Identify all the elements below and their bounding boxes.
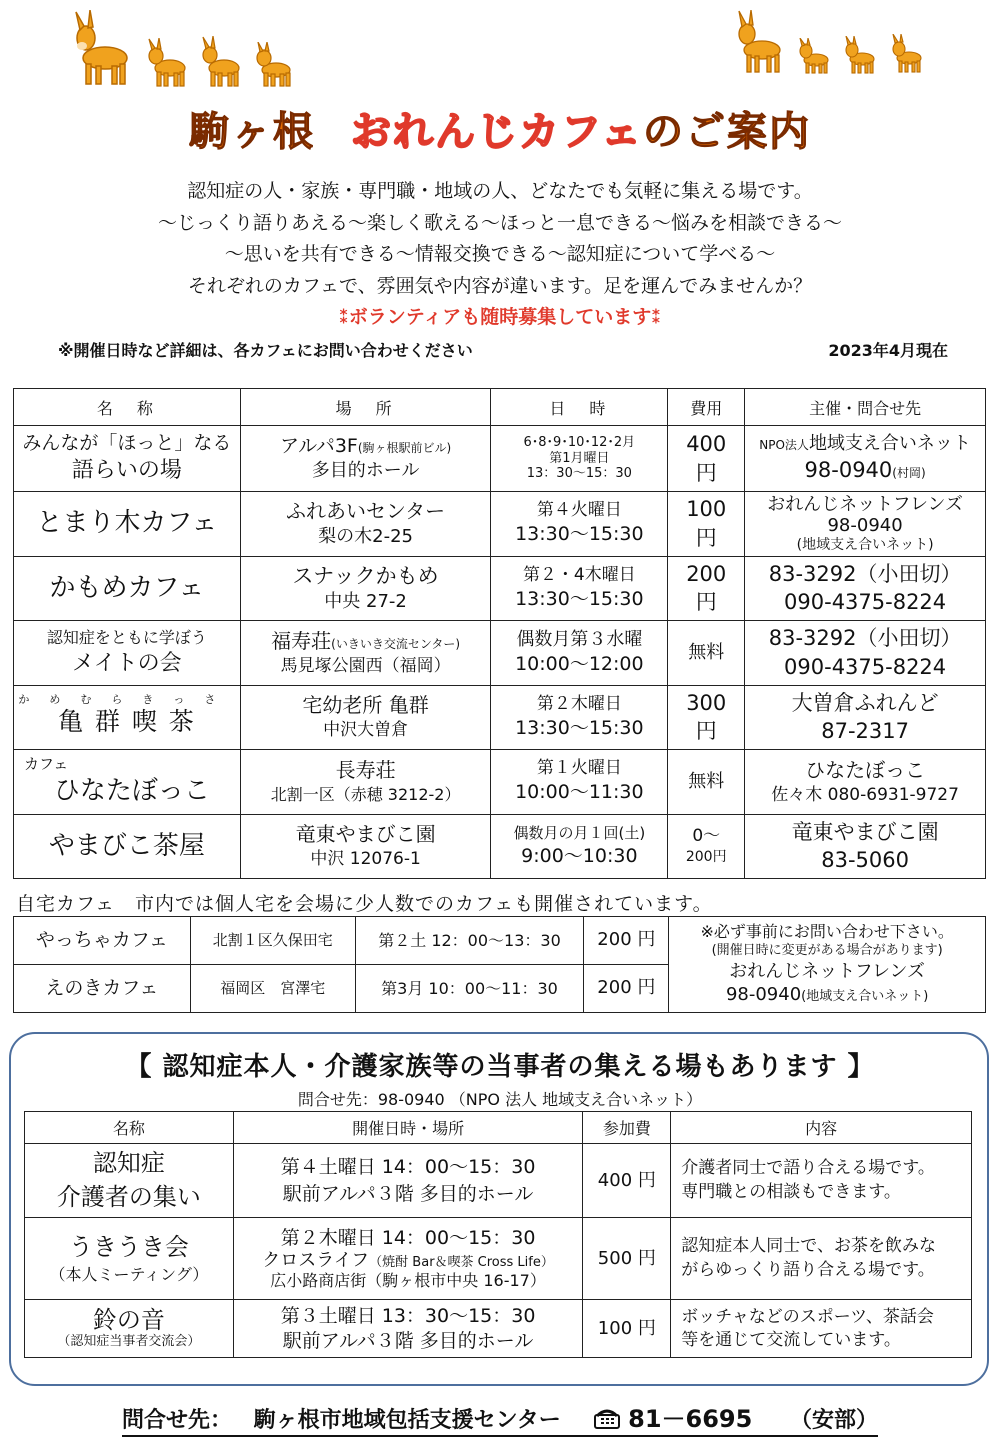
table-row bbox=[14, 556, 986, 621]
donkey-group-right bbox=[735, 10, 925, 74]
intro-line: 認知症の人・家族・専門職・地域の人、どなたでも気軽に集える場です。 bbox=[187, 180, 813, 202]
table-row bbox=[25, 1218, 972, 1300]
cafe-place bbox=[240, 685, 491, 750]
cafe-contact-line: ひなたぼっこ bbox=[805, 757, 926, 782]
cafe-time-line: 第２・4木曜日 bbox=[522, 564, 636, 585]
cafe-time-line: 9:00～10:30 bbox=[521, 844, 638, 867]
home-cafe-contact bbox=[669, 917, 986, 1013]
cafe-place-line: 宅幼老所 亀群 bbox=[302, 693, 429, 718]
cafe-place-main: 福寿荘 bbox=[271, 628, 332, 653]
group-fee: 500 円 bbox=[583, 1218, 671, 1300]
cafe-time bbox=[491, 556, 668, 621]
home-cafe-name: やっちゃカフェ bbox=[14, 917, 191, 965]
table-row bbox=[25, 1300, 972, 1358]
group-description-line: 介護者同士で語り合える場です。 bbox=[681, 1157, 935, 1178]
home-cafe-fee: 200 円 bbox=[584, 965, 669, 1013]
cafe-fee bbox=[668, 556, 745, 621]
cafe-place-sub: (駒ヶ根駅前ビル) bbox=[357, 440, 452, 455]
footer-org: 駒ヶ根市地域包括支援センター bbox=[253, 1408, 561, 1433]
group-schedule bbox=[233, 1144, 583, 1218]
group-description-line: 認知症本人同士で、お茶を飲みな bbox=[681, 1235, 936, 1256]
donkey-icon bbox=[72, 10, 134, 88]
cafe-contact bbox=[745, 750, 986, 815]
group-description bbox=[671, 1144, 972, 1218]
cafe-place-line bbox=[241, 434, 491, 460]
group-name-line: 介護者の集い bbox=[56, 1182, 201, 1211]
cafe-place bbox=[240, 750, 491, 815]
footer-line bbox=[121, 1405, 879, 1437]
group-schedule bbox=[233, 1300, 583, 1358]
cafe-time-line: 10:00～12:00 bbox=[515, 653, 644, 676]
cafe-place-line: 中央 27-2 bbox=[324, 591, 407, 613]
title-cafe: おれんじカフェ bbox=[351, 109, 643, 155]
contact-line: (開催日時に変更がある場合があります) bbox=[711, 943, 943, 959]
cafe-place bbox=[240, 426, 491, 492]
cafe-time-line: 13:30～15:30 bbox=[515, 523, 644, 546]
cafe-place bbox=[240, 556, 491, 621]
donkey-icon bbox=[254, 42, 294, 88]
group-schedule-line: 第２木曜日 14：00～15：30 bbox=[280, 1226, 536, 1249]
cafe-contact bbox=[745, 426, 986, 492]
group-description bbox=[671, 1300, 972, 1358]
cafe-fee bbox=[668, 426, 745, 492]
cafe-time-line: 第２木曜日 bbox=[536, 693, 622, 714]
cafe-time-line: 第１火曜日 bbox=[536, 758, 622, 779]
cafe-fee: 無料 bbox=[668, 750, 745, 815]
cafe-place-line: 竜東やまびこ園 bbox=[295, 822, 436, 847]
table-row bbox=[14, 750, 986, 815]
group-schedule-line: 第３土曜日 13：30～15：30 bbox=[280, 1304, 536, 1327]
home-cafe-time: 第２土 12：00～13：30 bbox=[355, 917, 584, 965]
group-schedule-line: 広小路商店街（駒ヶ根市中央 16-17） bbox=[270, 1271, 546, 1291]
group-schedule-line: 駅前アルパ３階 多目的ホール bbox=[282, 1329, 534, 1352]
cafe-place-line: 中沢 12076-1 bbox=[310, 849, 421, 870]
intro-line: それぞれのカフェで、雰囲気や内容が違います。足を運んでみませんか？ bbox=[187, 274, 813, 297]
volunteer-notice: ⁑ボランティアも随時募集しています⁑ bbox=[338, 306, 662, 328]
intro-line: ～じっくり語りあえる～楽しく歌える～ほっと一息できる～悩みを相談できる～ bbox=[157, 211, 842, 234]
column-header: 場 所 bbox=[240, 389, 491, 426]
group-venue-sub: （焼酎 Bar＆喫茶 Cross Life） bbox=[369, 1254, 554, 1270]
cafe-time-line: 10:00～11:30 bbox=[515, 781, 644, 804]
cafe-fee-line: 0～ bbox=[692, 826, 721, 847]
note-line bbox=[58, 338, 948, 361]
cafe-time bbox=[491, 814, 668, 879]
cafe-place bbox=[240, 814, 491, 879]
cafe-name-line: ひなたぼっこ bbox=[53, 776, 210, 807]
table-header-row bbox=[25, 1112, 972, 1144]
cafe-fee-line: 200 bbox=[686, 561, 727, 586]
cafe-time-line: 偶数月第３水曜 bbox=[516, 628, 643, 650]
cafe-place bbox=[240, 621, 491, 686]
cafe-place-line bbox=[241, 628, 491, 655]
cafe-contact-line: おれんじネットフレンズ bbox=[767, 493, 963, 515]
cafe-contact-line: 87-2317 bbox=[821, 719, 909, 744]
column-header: 開催日時・場所 bbox=[233, 1112, 583, 1144]
cafe-place-line: 多目的ホール bbox=[311, 460, 420, 482]
home-cafe-fee: 200 円 bbox=[584, 917, 669, 965]
donkey-icon bbox=[843, 36, 877, 74]
table-row bbox=[14, 685, 986, 750]
group-venue: クロスライフ bbox=[262, 1249, 370, 1271]
group-name-line: 認知症 bbox=[92, 1148, 165, 1177]
cafe-name bbox=[14, 750, 241, 815]
cafe-time-line: 13：30～15：30 bbox=[526, 466, 632, 482]
donkey-group-left bbox=[72, 10, 294, 88]
cafe-name bbox=[14, 621, 241, 686]
cafe-contact bbox=[745, 492, 986, 557]
table-header-row bbox=[14, 389, 986, 426]
column-header: 名 称 bbox=[14, 389, 241, 426]
table-row bbox=[14, 426, 986, 492]
contact-line bbox=[669, 983, 985, 1006]
cafe-place-main: アルパ3F bbox=[279, 434, 358, 457]
cafe-contact-line: 090-4375-8224 bbox=[784, 654, 947, 679]
cafe-name-line: 認知症をともに学ぼう bbox=[46, 628, 207, 648]
contact-phone: 98-0940 bbox=[725, 984, 802, 1006]
column-header: 日 時 bbox=[491, 389, 668, 426]
peer-group-title: 【 認知症本人・介護家族等の当事者の集える場もあります 】 bbox=[125, 1052, 875, 1082]
home-cafe-name: えのきカフェ bbox=[14, 965, 191, 1013]
cafe-time bbox=[491, 621, 668, 686]
peer-group-contact: 問合せ先：98-0940 （NPO 法人 地域支え合いネット） bbox=[297, 1090, 703, 1109]
group-name bbox=[25, 1218, 234, 1300]
table-row bbox=[14, 814, 986, 879]
cafe-fee-line: 200円 bbox=[685, 849, 727, 866]
group-fee: 400 円 bbox=[583, 1144, 671, 1218]
group-schedule-line bbox=[234, 1250, 583, 1272]
column-header: 主催・問合せ先 bbox=[745, 389, 986, 426]
table-row bbox=[14, 492, 986, 557]
cafe-contact-line: 竜東やまびこ園 bbox=[791, 819, 939, 844]
group-schedule-line: 第４土曜日 14：00～15：30 bbox=[280, 1155, 536, 1178]
cafe-time-line: 13:30～15:30 bbox=[515, 716, 644, 739]
cafe-contact bbox=[745, 814, 986, 879]
cafe-fee-line: 400 bbox=[686, 432, 727, 457]
column-header: 費用 bbox=[668, 389, 745, 426]
donkey-icon bbox=[889, 34, 925, 74]
contact-phone: 98-0940 bbox=[804, 458, 893, 483]
cafe-name: やまびこ茶屋 bbox=[14, 814, 241, 879]
cafe-name: とまり木カフェ bbox=[14, 492, 241, 557]
cafe-fee-line: 300 bbox=[686, 690, 727, 715]
cafe-time bbox=[491, 426, 668, 492]
intro-line: ～思いを共有できる～情報交換できる～認知症について学べる～ bbox=[224, 243, 776, 265]
peer-group-table bbox=[24, 1111, 972, 1358]
cafe-name-ruby: かめむらきっさ bbox=[18, 692, 236, 706]
contact-person: (村岡) bbox=[892, 466, 926, 481]
intro-text bbox=[0, 176, 1000, 334]
cafe-name-line: みんなが「ほっと」なる bbox=[22, 431, 232, 454]
contact-org: 地域支え合いネット bbox=[808, 433, 971, 455]
cafe-place-line: 馬見塚公園西（福岡） bbox=[280, 655, 451, 676]
cafe-place-sub: (いきいき交流センター) bbox=[331, 636, 461, 651]
cafe-fee-line: 円 bbox=[695, 590, 717, 615]
group-description-line: 等を通じて交流しています。 bbox=[681, 1329, 901, 1350]
inquiry-note: ※開催日時など詳細は、各カフェにお問い合わせください bbox=[58, 341, 473, 360]
cafe-contact-line: 83-3292（小田切） bbox=[768, 561, 962, 586]
cafe-contact-line: 大曽倉ふれんど bbox=[791, 690, 939, 715]
cafe-fee bbox=[668, 685, 745, 750]
home-cafe-table bbox=[13, 916, 986, 1013]
cafe-time-line: 第1月曜日 bbox=[549, 450, 610, 466]
footer-contact bbox=[0, 1399, 1000, 1434]
title-city: 駒ヶ根 bbox=[189, 109, 315, 155]
cafe-name-line: カフェ bbox=[24, 755, 69, 774]
group-fee: 100 円 bbox=[583, 1300, 671, 1358]
donkey-icon bbox=[735, 10, 785, 74]
donkey-icon bbox=[797, 38, 831, 74]
cafe-contact bbox=[745, 621, 986, 686]
cafe-fee bbox=[668, 814, 745, 879]
cafe-contact-line: 83-5060 bbox=[821, 848, 909, 873]
as-of-date: 2023年4月現在 bbox=[828, 341, 948, 360]
home-cafe-time: 第3月 10：00～11：30 bbox=[355, 965, 584, 1013]
column-header: 参加費 bbox=[583, 1112, 671, 1144]
donkey-icon bbox=[200, 36, 242, 88]
cafe-place bbox=[240, 492, 491, 557]
group-description-line: 専門職との相談もできます。 bbox=[681, 1181, 901, 1202]
phone-icon bbox=[594, 1409, 620, 1429]
group-name-line: （本人ミーティング） bbox=[49, 1265, 209, 1285]
cafe-fee-line: 円 bbox=[695, 460, 717, 485]
cafe-place-line: 北割一区（赤穂 3212-2） bbox=[270, 785, 461, 805]
cafe-table bbox=[13, 388, 986, 879]
group-schedule bbox=[233, 1218, 583, 1300]
cafe-time-line: 13:30～15:30 bbox=[515, 587, 644, 610]
cafe-place-line: スナックかもめ bbox=[292, 563, 439, 588]
group-name-line: 鈴の音 bbox=[92, 1306, 165, 1335]
cafe-name-line: メイトの会 bbox=[72, 650, 182, 676]
cafe-time bbox=[491, 750, 668, 815]
contact-org-type: NPO法人 bbox=[759, 438, 809, 453]
cafe-fee-line: 円 bbox=[695, 525, 717, 550]
contact-line: ※必ず事前にお問い合わせ下さい。 bbox=[700, 922, 954, 942]
home-cafe-caption: 自宅カフェ 市内では個人宅を会場に少人数でのカフェも開催されています。 bbox=[16, 893, 713, 915]
column-header: 内容 bbox=[671, 1112, 972, 1144]
group-description-line: がらゆっくり語り合える場です。 bbox=[681, 1259, 935, 1280]
title-guide: のご案内 bbox=[643, 109, 811, 155]
home-cafe-place: 福岡区 宮澤宅 bbox=[190, 965, 355, 1013]
cafe-contact-line: 98-0940 bbox=[827, 515, 903, 537]
cafe-place-line: 中沢大曽倉 bbox=[323, 720, 409, 741]
table-row bbox=[14, 621, 986, 686]
cafe-time-line: 偶数月の月１回(土) bbox=[513, 824, 646, 843]
footer-phone: 81－6695 bbox=[628, 1405, 753, 1433]
cafe-time bbox=[491, 685, 668, 750]
cafe-contact-line bbox=[745, 432, 985, 456]
cafe-time-line: 第４火曜日 bbox=[536, 500, 622, 521]
contact-line: おれんじネットフレンズ bbox=[729, 960, 926, 982]
cafe-place-line: ふれあいセンター bbox=[285, 499, 446, 524]
group-name-line: うきうき会 bbox=[68, 1232, 189, 1261]
cafe-fee-line: 100 bbox=[686, 497, 727, 522]
group-name bbox=[25, 1300, 234, 1358]
cafe-place-line: 長寿荘 bbox=[335, 758, 396, 783]
column-header: 名称 bbox=[25, 1112, 234, 1144]
group-description bbox=[671, 1218, 972, 1300]
page-title bbox=[0, 100, 1000, 157]
cafe-name bbox=[14, 426, 241, 492]
cafe-time-line: 6･8･9･10･12･2月 bbox=[523, 435, 636, 451]
cafe-place-line: 梨の木2-25 bbox=[318, 526, 414, 548]
cafe-contact-line: 83-3292（小田切） bbox=[768, 626, 962, 651]
donkey-icon bbox=[146, 38, 188, 88]
group-name-line: （認知症当事者交流会） bbox=[57, 1333, 201, 1349]
cafe-fee bbox=[668, 492, 745, 557]
cafe-name bbox=[14, 685, 241, 750]
cafe-contact-line: 佐々木 080-6931-9727 bbox=[771, 784, 959, 805]
group-schedule-line: 駅前アルパ３階 多目的ホール bbox=[282, 1182, 534, 1205]
contact-org: (地域支え合いネット) bbox=[801, 989, 929, 1005]
group-name bbox=[25, 1144, 234, 1218]
cafe-fee-line: 円 bbox=[695, 719, 717, 744]
cafe-contact-line: 090-4375-8224 bbox=[784, 590, 947, 615]
group-description-line: ボッチャなどのスポーツ、茶話会 bbox=[681, 1307, 934, 1328]
cafe-time bbox=[491, 492, 668, 557]
cafe-contact-line: (地域支え合いネット) bbox=[796, 536, 934, 553]
cafe-contact bbox=[745, 685, 986, 750]
table-row bbox=[14, 917, 986, 965]
cafe-contact bbox=[745, 556, 986, 621]
cafe-name-line: 語らいの場 bbox=[71, 458, 182, 484]
cafe-contact-line bbox=[745, 456, 985, 484]
cafe-name-line: 亀 群 喫 茶 bbox=[57, 706, 196, 736]
table-row bbox=[25, 1144, 972, 1218]
home-cafe-place: 北割１区久保田宅 bbox=[190, 917, 355, 965]
cafe-fee: 無料 bbox=[668, 621, 745, 686]
cafe-name: かもめカフェ bbox=[14, 556, 241, 621]
footer-person: （安部） bbox=[790, 1408, 879, 1433]
footer-label: 問合せ先： bbox=[121, 1408, 232, 1433]
